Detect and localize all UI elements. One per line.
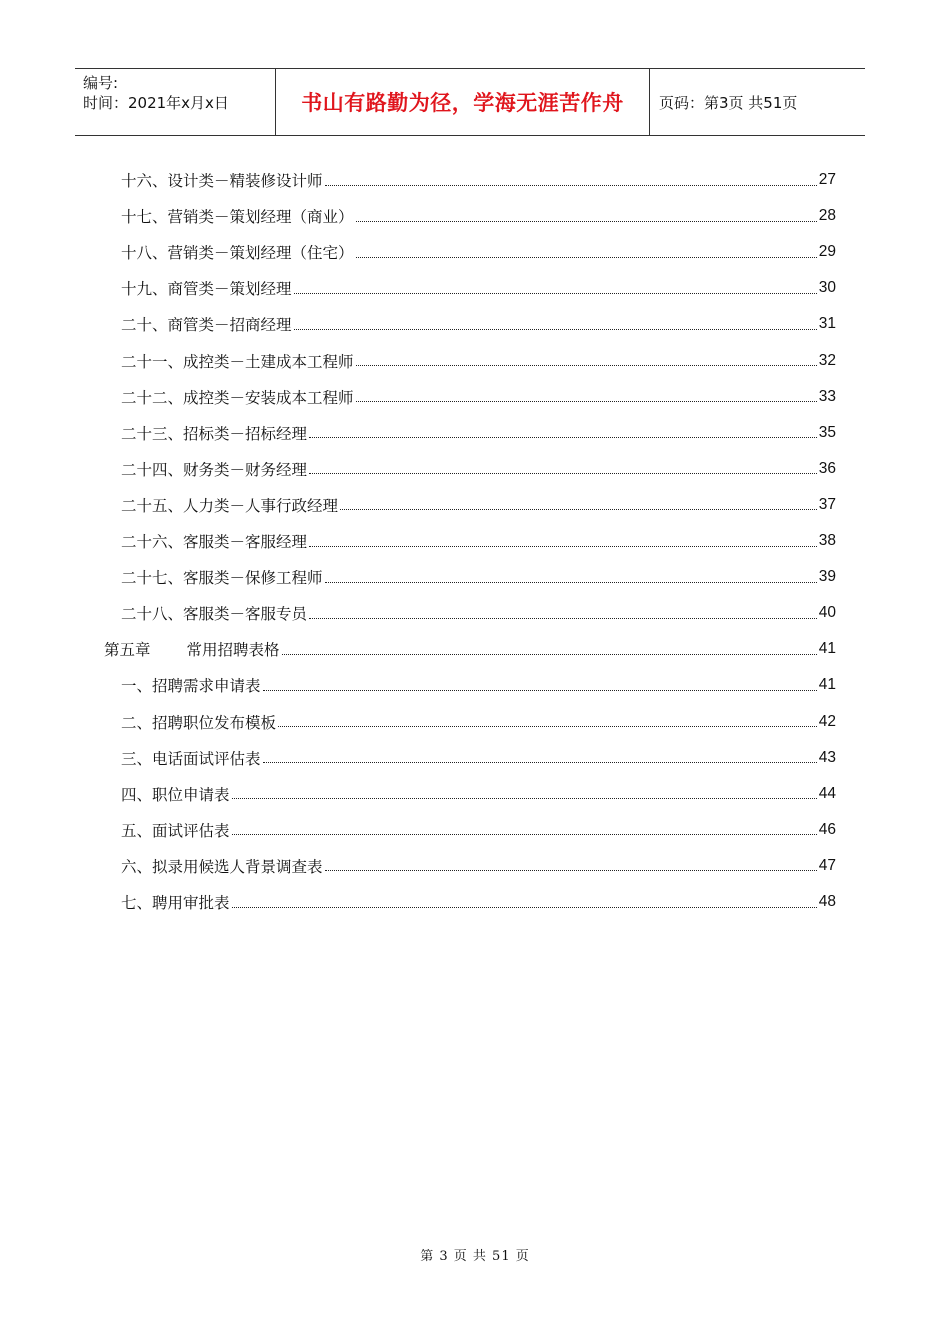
toc-chapter-label: 第五章	[104, 641, 151, 660]
toc-entry-title: 二十二、成控类－安装成本工程师	[121, 388, 354, 407]
toc-entry[interactable]	[121, 451, 836, 487]
toc-page-number: 44	[818, 784, 836, 802]
toc-entry[interactable]	[121, 487, 836, 523]
toc-entry-title: 二十四、财务类－财务经理	[121, 460, 308, 479]
toc-entry[interactable]	[121, 198, 836, 234]
toc-leader-dots	[232, 907, 817, 908]
toc-entry-title: 二十八、客服类－客服专员	[121, 605, 308, 624]
toc-entry-title: 十九、商管类－策划经理	[121, 280, 292, 299]
toc-leader-dots	[356, 257, 817, 258]
toc-entry[interactable]	[121, 379, 836, 415]
toc-entry[interactable]	[121, 523, 836, 559]
toc-entry-title: 三、电话面试评估表	[121, 749, 261, 768]
toc-leader-dots	[356, 365, 817, 366]
toc-leader-dots	[325, 582, 817, 583]
toc-entry[interactable]	[121, 812, 836, 848]
toc-entry[interactable]	[121, 776, 836, 812]
toc-page-number: 39	[818, 568, 836, 586]
toc-entry-title: 二十、商管类－招商经理	[121, 316, 292, 335]
toc-page-number: 47	[818, 856, 836, 874]
toc-entry[interactable]	[121, 704, 836, 740]
toc-leader-dots	[309, 437, 817, 438]
toc-page-number: 28	[818, 207, 836, 225]
toc-leader-dots	[325, 870, 817, 871]
toc-entry[interactable]	[121, 667, 836, 703]
toc-page-number: 31	[818, 315, 836, 333]
toc-page-number: 46	[818, 820, 836, 838]
header-motto	[276, 69, 650, 135]
toc-leader-dots	[294, 329, 817, 330]
number-label: 编号:	[83, 74, 119, 92]
toc-page-number: 40	[818, 604, 836, 622]
toc-entry-title	[104, 638, 280, 660]
header-page-info	[650, 69, 865, 135]
toc-entry[interactable]	[121, 306, 836, 342]
toc-entry-title: 十八、营销类－策划经理（住宅）	[121, 244, 354, 263]
document-header	[75, 68, 865, 136]
motto-text: 书山有路勤为径，学海无涯苦作舟	[301, 91, 624, 115]
toc-entry-title: 十七、营销类－策划经理（商业）	[121, 208, 354, 227]
toc-page-number: 37	[818, 495, 836, 513]
toc-entry[interactable]	[121, 740, 836, 776]
toc-entry-title: 二十六、客服类－客服经理	[121, 533, 308, 551]
toc-entry-title: 二、招聘职位发布模板	[121, 713, 277, 732]
toc-page-number: 42	[818, 712, 836, 730]
toc-page-number: 33	[818, 387, 836, 405]
toc-entry-title: 七、聘用审批表	[121, 894, 230, 912]
toc-page-number: 41	[818, 676, 836, 694]
toc-chapter-title: 常用招聘表格	[186, 641, 280, 660]
toc-leader-dots	[263, 762, 817, 763]
toc-page-number: 30	[818, 279, 836, 297]
toc-page-number: 48	[818, 893, 836, 910]
toc-page-number: 38	[818, 532, 836, 549]
toc-page-number: 32	[818, 351, 836, 369]
toc-entry-title: 二十五、人力类－人事行政经理	[121, 496, 339, 515]
toc-entry[interactable]	[121, 415, 836, 451]
time-label: 时间：2021年x月x日	[83, 94, 229, 112]
toc-entry[interactable]	[104, 631, 836, 667]
toc-leader-dots	[278, 726, 817, 727]
toc-leader-dots	[309, 473, 817, 474]
toc-page-number: 27	[818, 171, 836, 188]
toc-entry-title: 六、拟录用候选人背景调查表	[121, 857, 323, 876]
toc-entry-title: 二十七、客服类－保修工程师	[121, 569, 323, 588]
header-meta	[75, 69, 276, 135]
toc-entry[interactable]	[121, 270, 836, 306]
toc-entry[interactable]	[121, 884, 836, 920]
toc-leader-dots	[356, 401, 817, 402]
toc-page-number: 29	[818, 243, 836, 261]
toc-leader-dots	[282, 654, 817, 655]
toc-page-number: 43	[818, 748, 836, 766]
toc-entry[interactable]	[121, 595, 836, 631]
toc-leader-dots	[263, 690, 817, 691]
toc-entry[interactable]	[121, 343, 836, 379]
toc-entry-title: 十六、设计类－精装修设计师	[121, 172, 323, 190]
toc-leader-dots	[309, 546, 817, 547]
toc-leader-dots	[340, 509, 817, 510]
toc-entry-title: 一、招聘需求申请表	[121, 677, 261, 696]
toc-leader-dots	[232, 834, 817, 835]
toc-entry-title: 二十三、招标类－招标经理	[121, 424, 308, 443]
toc-leader-dots	[294, 293, 817, 294]
page-footer: 第 3 页 共 51 页	[420, 1249, 530, 1264]
page-label: 页码：第3页 共51页	[659, 93, 798, 112]
toc-entry[interactable]	[121, 848, 836, 884]
toc-entry-title: 二十一、成控类－土建成本工程师	[121, 352, 354, 371]
toc-entry[interactable]	[121, 162, 836, 198]
toc-leader-dots	[309, 618, 817, 619]
toc-leader-dots	[325, 185, 817, 186]
toc-entry-title: 四、职位申请表	[121, 785, 230, 804]
toc-page-number: 36	[818, 459, 836, 477]
toc-entry-title: 五、面试评估表	[121, 821, 230, 840]
toc-entry[interactable]	[121, 559, 836, 595]
toc-page-number: 35	[818, 423, 836, 441]
toc-entry[interactable]	[121, 234, 836, 270]
toc-page-number: 41	[818, 640, 836, 658]
toc-leader-dots	[232, 798, 817, 799]
toc-leader-dots	[356, 221, 817, 222]
